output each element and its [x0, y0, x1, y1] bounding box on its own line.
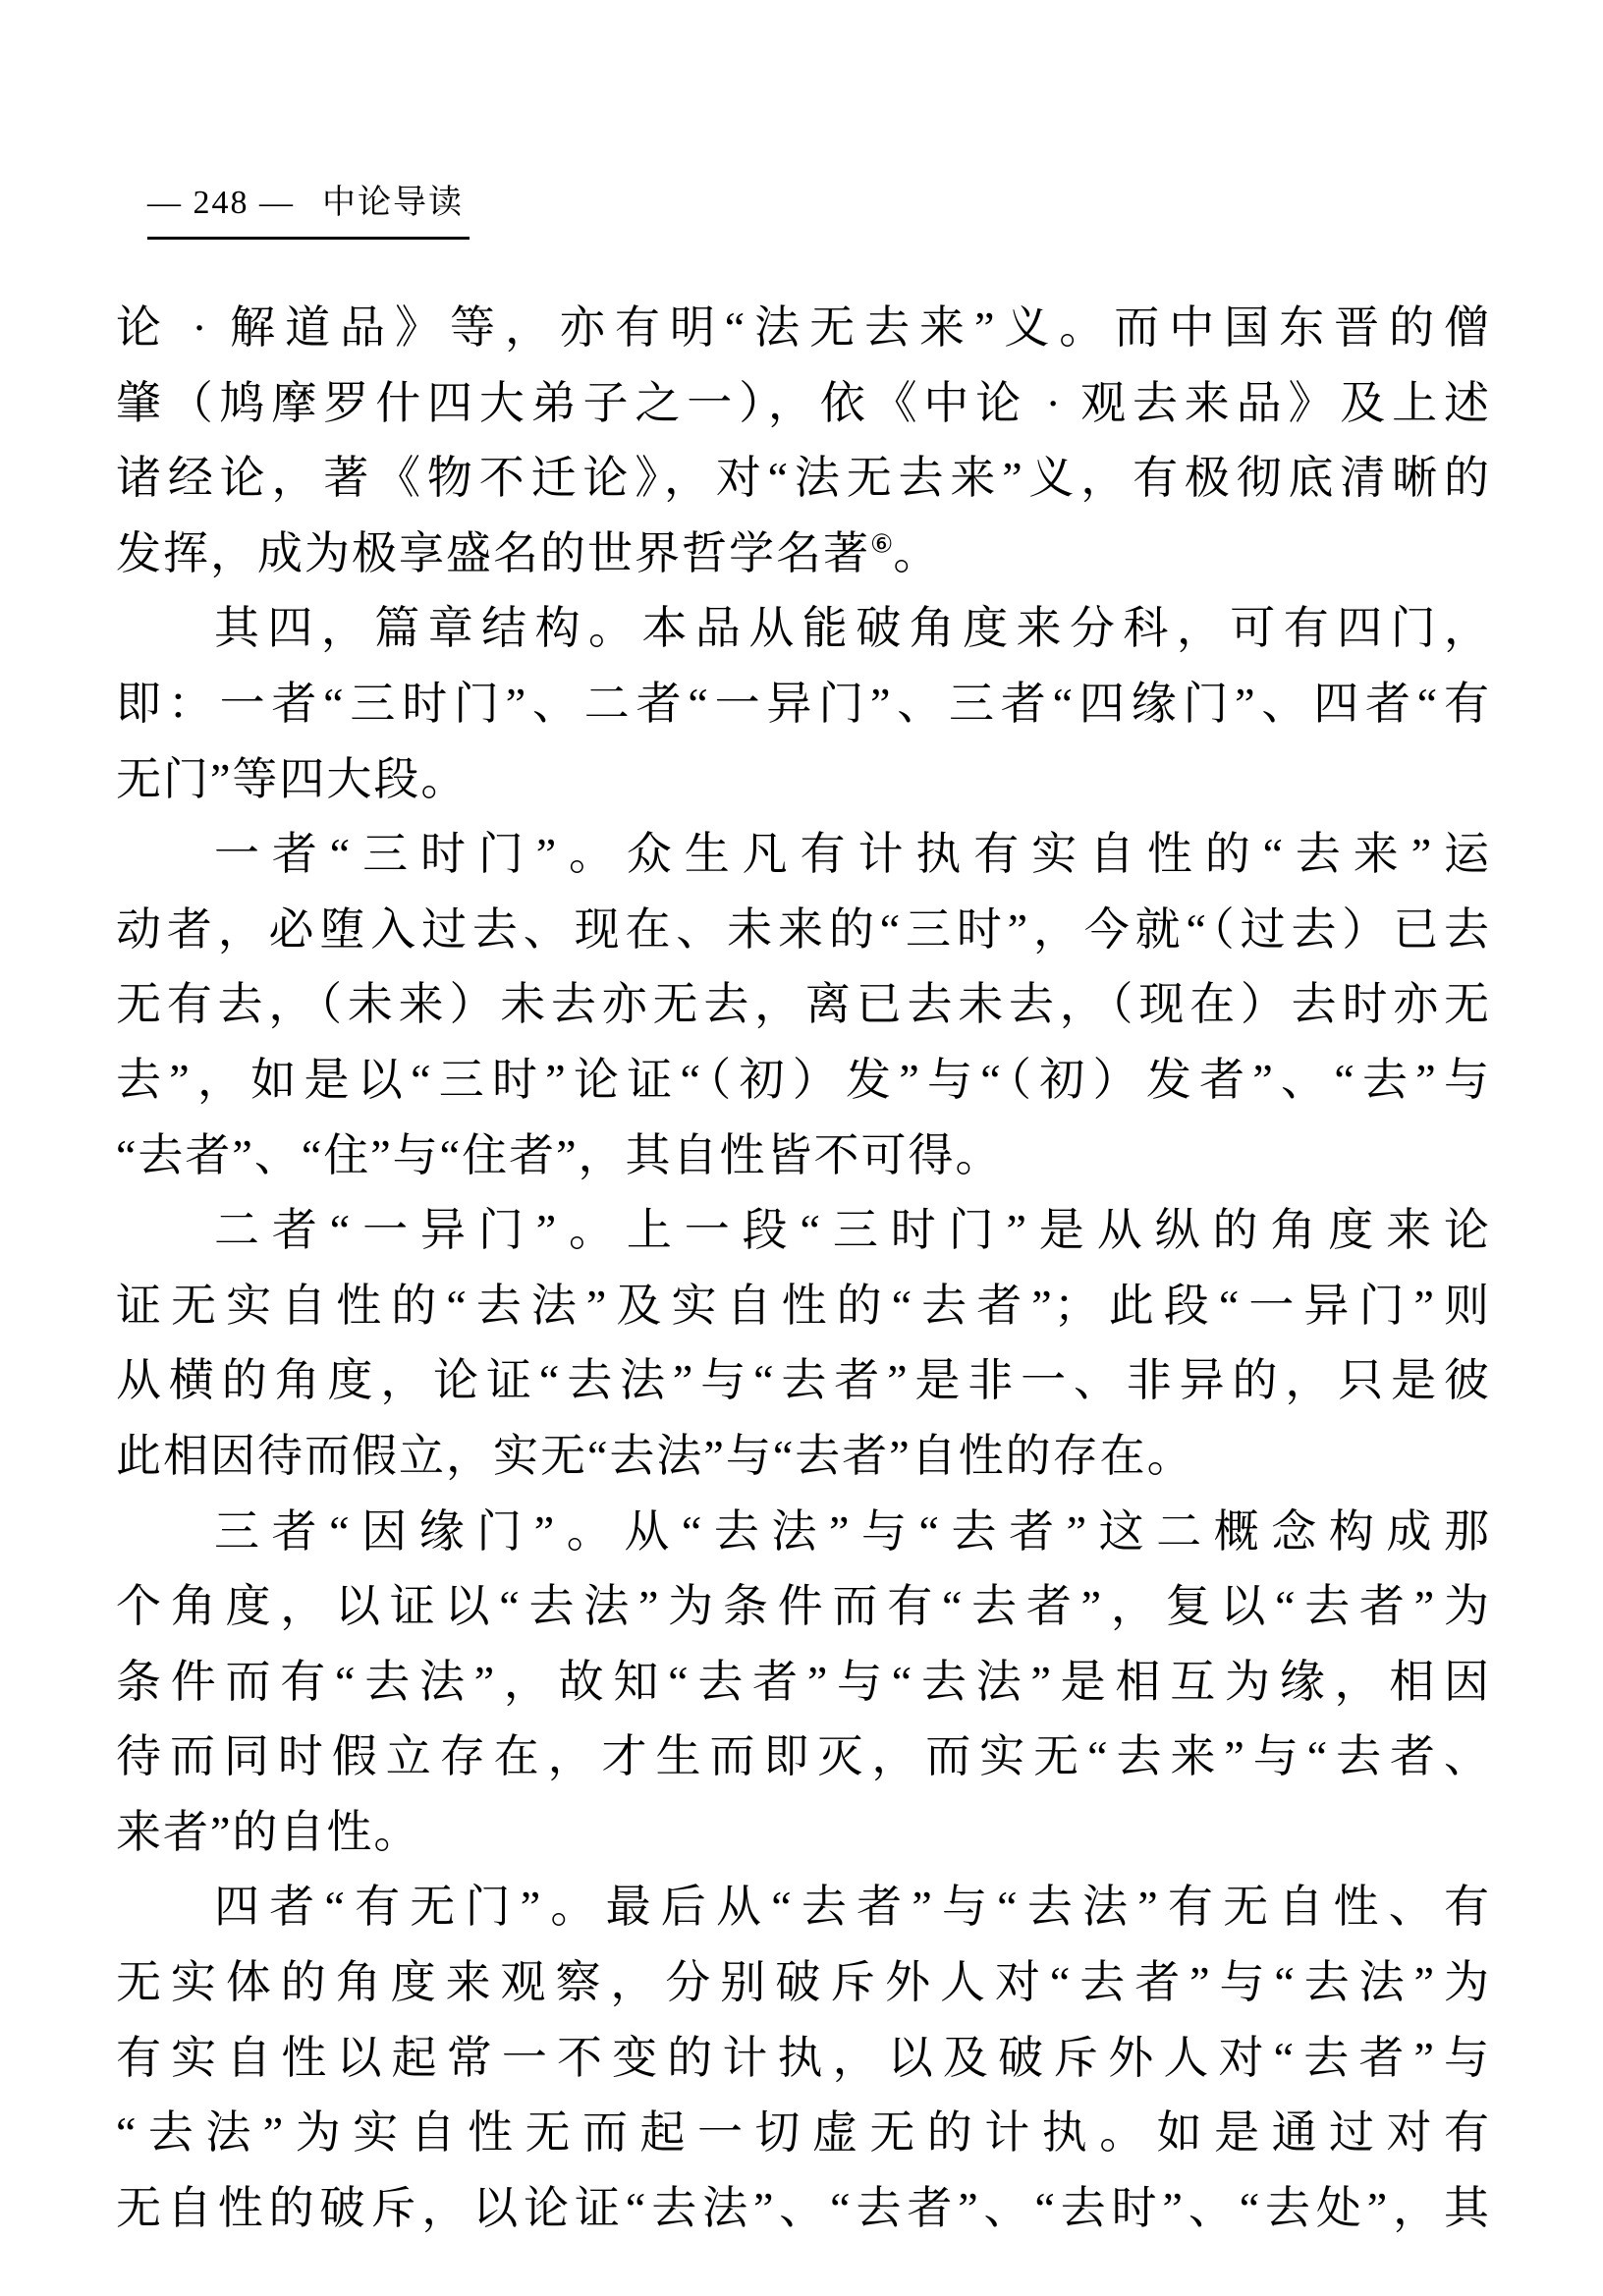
text-segment: 发挥，成为极享盛名的世界哲学名著: [116, 527, 870, 578]
text-line: 肇（鸠摩罗什四大弟子之一），依《中论 · 观去来品》及上述: [116, 377, 1491, 428]
text-line: 无有去，（未来）未去亦无去，离已去未去，（现在）去时亦无: [116, 979, 1491, 1030]
text-segment: 。: [893, 527, 941, 578]
text-line: 条件而有“去法”，故知“去者”与“去法”是相互为缘，相因: [116, 1656, 1491, 1707]
text-line: 即：一者“三时门”、二者“一异门”、三者“四缘门”、四者“有: [116, 678, 1491, 729]
text-line: 三者“因缘门”。从“去法”与“去者”这二概念构成那: [214, 1505, 1491, 1557]
text-line: 二者“一异门”。上一段“三时门”是从纵的角度来论: [214, 1205, 1491, 1256]
text-line: “去法”为实自性无而起一切虚无的计执。如是通过对有: [116, 2107, 1491, 2159]
text-line: “去者”、“住”与“住者”，其自性皆不可得。: [116, 1129, 1003, 1180]
text-line: 论 · 解道品》等，亦有明“法无去来”义。而中国东晋的僧: [116, 302, 1491, 353]
text-line: 动者，必堕入过去、现在、未来的“三时”，今就“（过去）已去: [116, 903, 1491, 955]
footnote-marker: ⑥: [870, 529, 894, 559]
text-line: 无门”等四大段。: [116, 753, 469, 804]
text-line: 来者”的自性。: [116, 1806, 421, 1857]
text-line: 个角度，以证以“去法”为条件而有“去者”，复以“去者”为: [116, 1581, 1491, 1632]
text-line: 无自性的破斥，以论证“去法”、“去者”、“去时”、“去处”，其: [116, 2182, 1491, 2233]
text-line: 无实体的角度来观察，分别破斥外人对“去者”与“去法”为: [116, 1957, 1491, 2008]
text-line: [116, 517, 1491, 592]
text-line: 一者“三时门”。众生凡有计执有实自性的“去来”运: [214, 829, 1491, 880]
text-line: 待而同时假立存在，才生而即灭，而实无“去来”与“去者、: [116, 1731, 1491, 1782]
text-line: 四者“有无门”。最后从“去者”与“去法”有无自性、有: [214, 1882, 1491, 1933]
text-line: 去”，如是以“三时”论证“（初）发”与“（初）发者”、“去”与: [116, 1054, 1491, 1105]
text-line: 诸经论，著《物不迁论》，对“法无去来”义，有极彻底清晰的: [116, 453, 1491, 504]
page-header: [147, 175, 470, 240]
page-number: — 248 —: [147, 185, 295, 221]
book-title: 中论导读: [322, 185, 464, 221]
text-line: 从横的角度，论证“去法”与“去者”是非一、非异的，只是彼: [116, 1355, 1491, 1406]
body-text: [116, 291, 1491, 2246]
text-line: 有实自性以起常一不变的计执，以及破斥外人对“去者”与: [116, 2032, 1491, 2083]
text-line: 证无实自性的“去法”及实自性的“去者”；此段“一异门”则: [116, 1280, 1491, 1331]
text-line: 其四，篇章结构。本品从能破角度来分科，可有四门，: [214, 603, 1491, 654]
text-line: 此相因待而假立，实无“去法”与“去者”自性的存在。: [116, 1430, 1194, 1481]
